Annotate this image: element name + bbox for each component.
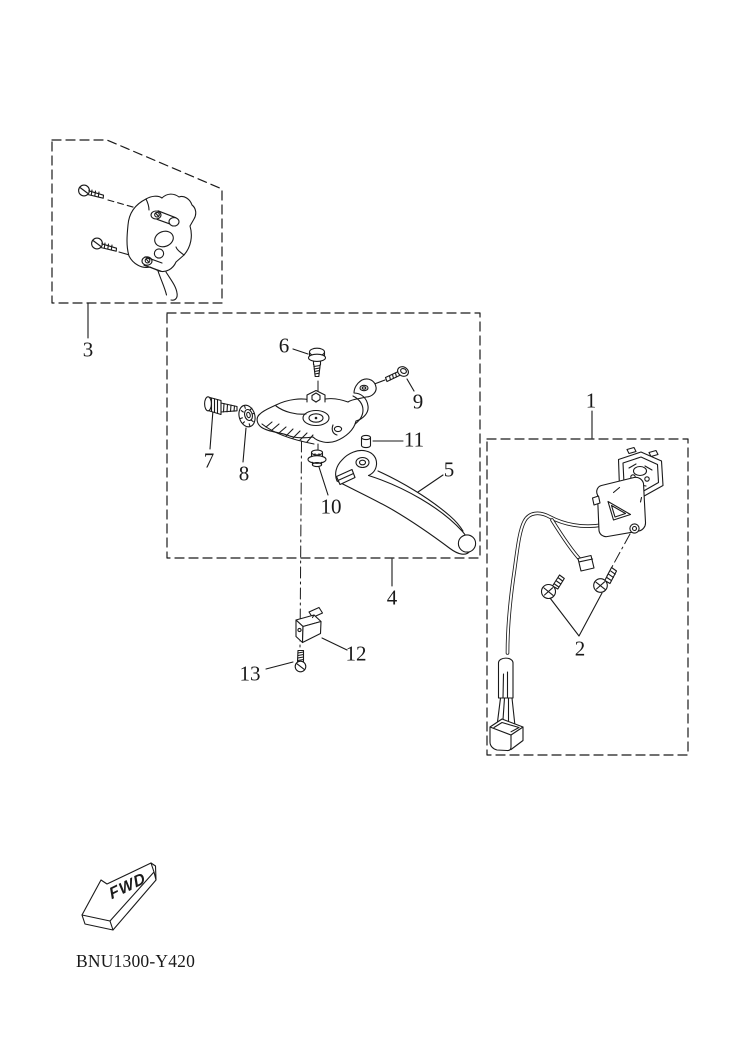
adjuster-wheel-8 xyxy=(236,403,257,428)
callout-12: 12 xyxy=(345,641,367,666)
lever-blade-5 xyxy=(336,450,476,554)
adjuster-bolt-7 xyxy=(205,397,237,415)
callout-7: 7 xyxy=(203,448,215,473)
switch-body xyxy=(593,448,664,537)
callout-3: 3 xyxy=(82,337,94,362)
callout-6: 6 xyxy=(278,333,290,358)
wire-tape-block xyxy=(578,556,594,572)
drawing-code: BNU1300-Y420 xyxy=(76,951,196,971)
callout-13: 13 xyxy=(239,661,261,686)
callout-5: 5 xyxy=(443,457,455,482)
callout-2: 2 xyxy=(574,636,586,661)
callout-8: 8 xyxy=(238,461,250,486)
switch-mount-screw-right xyxy=(594,568,617,593)
clamp-screw-13 xyxy=(295,651,306,672)
wire-sleeve xyxy=(499,658,514,698)
assembly-center-lines xyxy=(108,200,630,649)
callout-9: 9 xyxy=(412,389,424,414)
callout-10: 10 xyxy=(320,494,342,519)
holder-screw-bottom xyxy=(92,238,117,251)
holder-bracket-body xyxy=(127,194,196,271)
fwd-direction-label: FWD xyxy=(107,869,149,904)
callout-4: 4 xyxy=(386,585,398,610)
wire-connector xyxy=(490,719,523,751)
callout-11: 11 xyxy=(403,427,425,452)
wire-clamp-group xyxy=(295,608,322,672)
bushing-11 xyxy=(362,435,371,447)
switch-mount-screw-left xyxy=(542,575,565,599)
clamp-screw-9 xyxy=(386,365,411,382)
handlebar-switch-group xyxy=(490,448,663,751)
callout-1: 1 xyxy=(585,388,597,413)
lever-nut-10 xyxy=(308,450,326,467)
holder-screw-top xyxy=(79,185,104,198)
lever-holder-group xyxy=(205,348,476,554)
clutch-holder-group xyxy=(79,185,196,300)
callout-leader-lines xyxy=(88,303,602,669)
pivot-bolt-6 xyxy=(309,348,326,376)
